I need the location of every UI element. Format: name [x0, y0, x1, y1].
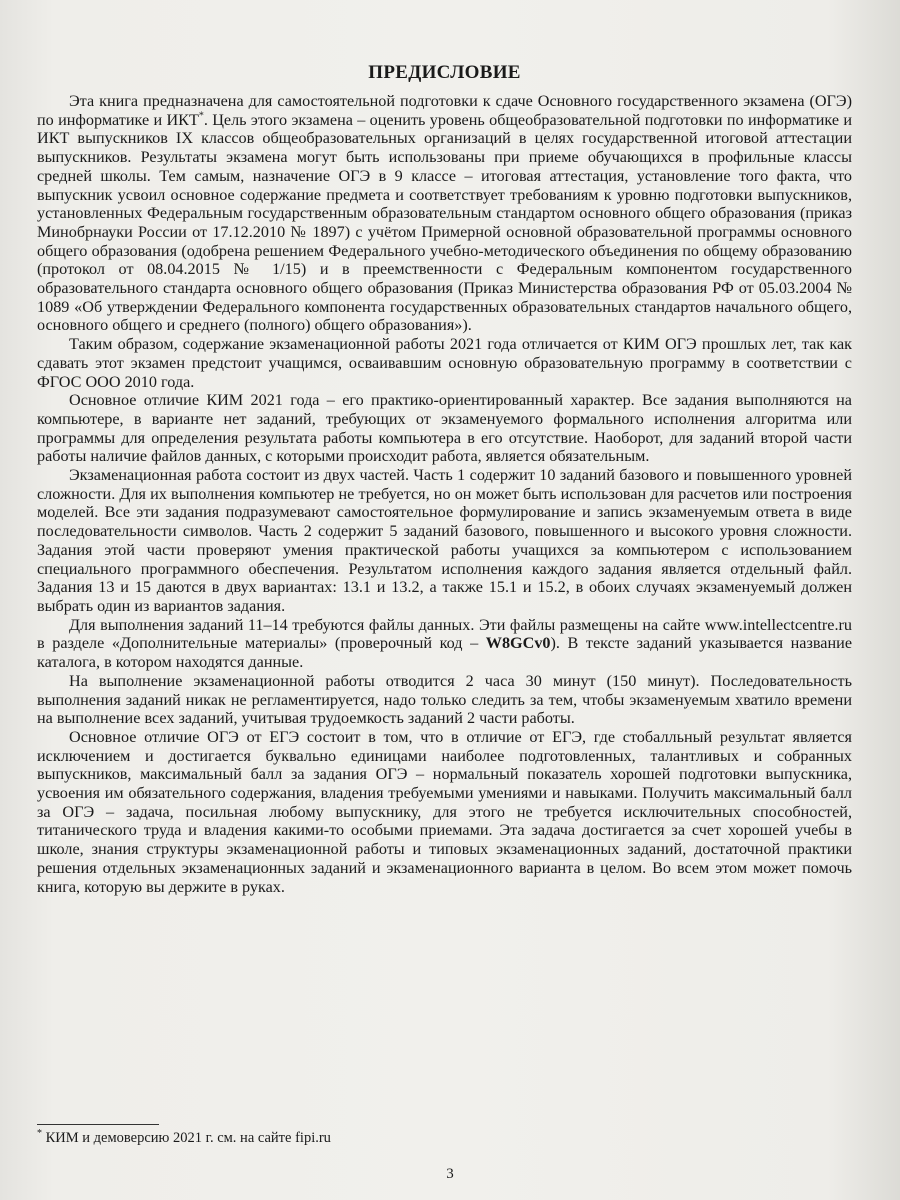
verification-code: W8GCv0 [485, 634, 551, 653]
footnote-divider [37, 1124, 159, 1125]
paragraph-6: На выполнение экзаменационной работы отводится 2 часа 30 минут (150 минут). Последовательность выполнения заданий никак не регламентируется, надо только следить за тем, чтобы экзаменуемым хватило времени на выполнение всех заданий, учитывая трудоемкость заданий 2 части работы. [37, 671, 852, 728]
footnote-mark: * [37, 1128, 42, 1140]
page-title: ПРЕДИСЛОВИЕ [368, 62, 521, 83]
paragraph-1-text-b: . Цель этого экзамена – оценить уровень общеобразовательной подготовки по информатике и ИКТ выпускников IX классов общеобразовательных организаций в целях государственной итоговой аттестации выпускников. Результаты экзамена могут быть использованы при приеме обучающихся в профильные классы средней школы. Тем самым, назначение ОГЭ в 9 классе – итоговая аттестация, установление того факта, что выпускник усвоил основное содержание предмета и соответствует требованиям к уровню подготовки выпускников, установленных Федеральным государственным образовательным стандартом основного общего образования (приказ Минобрнауки России от 17.12.2010 № 1897) с учётом Примерной основной образовательной программы основного общего образования (одобрена решением Федерального учебно-методического объединения по общему образованию (протокол от 08.04.2015 № 1/15) и в преемственности с Федеральным компонентом государственного образовательного стандарта основного общего образования (Приказ Министерства образования РФ от 05.03.2004 № 1089 «Об утверждении Федерального компонента государственных образовательных стандартов начального общего, основного общего и среднего (полного) общего образования»). [37, 110, 852, 335]
paragraph-5-text-b: ). В тексте заданий указывается название каталога, в котором находятся данные. [37, 634, 853, 672]
paragraph-7: Основное отличие ОГЭ от ЕГЭ состоит в том, что в отличие от ЕГЭ, где стобалльный результат является исключением и достигается буквально единицами наиболее подготовленных, талантливых и собранных выпускников, максимальный балл за задания ОГЭ – нормальный показатель хорошей подготовки выпускника, усвоения им обязательного содержания, владения требуемыми умениями и навыками. Получить максимальный балл за ОГЭ – задача, посильная любому выпускнику, для этого не требуется исключительных способностей, титанического труда и владения какими-то особыми приемами. Эта задача достигается за счет хорошей учебы в школе, знания структуры экзаменационной работы и типовых экзаменационных заданий, достаточной практики решения отдельных экзаменационных заданий и экзаменационного варианта в целом. Во всем этом может помочь книга, которую вы держите в руках. [37, 727, 852, 896]
paragraph-3: Основное отличие КИМ 2021 года – его практико-ориентированный характер. Все задания выполняются на компьютере, в варианте нет заданий, требующих от экзаменуемого формального исполнения алгоритма или программы для определения результата работы компьютера в его отсутствие. Наоборот, для заданий второй части работы наличие файлов данных, с которыми происходит работа, является обязательным. [37, 391, 852, 466]
paragraph-5-text-a: Для выполнения заданий 11–14 требуются файлы данных. Эти файлы размещены на сайте www.intellectcentre.ru в разделе «Дополнительные материалы» (проверочный код – [37, 615, 852, 653]
paragraph-2: Таким образом, содержание экзаменационной работы 2021 года отличается от КИМ ОГЭ прошлых лет, так как сдавать этот экзамен предстоит учащимся, осваивавшим основную образовательную программу в соответствии с ФГОС ООО 2010 года. [37, 335, 852, 391]
paragraph-1 [37, 92, 852, 335]
footnote-text: КИМ и демоверсию 2021 г. см. на сайте fipi.ru [42, 1130, 331, 1146]
page-number: 3 [446, 1166, 454, 1182]
preface-body [37, 62, 852, 896]
paragraph-1-text-a: Эта книга предназначена для самостоятельной подготовки к сдаче Основного государственного экзамена (ОГЭ) по информатике и ИКТ [37, 92, 852, 129]
paragraph-4: Экзаменационная работа состоит из двух частей. Часть 1 содержит 10 заданий базового и повышенного уровней сложности. Для их выполнения компьютер не требуется, но он может быть использован для расчетов или построения моделей. Все эти задания подразумевают самостоятельное формулирование и запись экзаменуемым ответа в виде последовательности символов. Часть 2 содержит 5 заданий базового, повышенного и высокого уровня сложности. Задания этой части проверяют умения практической работы учащихся за компьютером с использованием специального программного обеспечения. Результатом исполнения каждого задания является отдельный файл. Задания 13 и 15 даются в двух вариантах: 13.1 и 13.2, а также 15.1 и 15.2, в обоих случаях экзаменуемый должен выбрать один из вариантов задания. [37, 466, 852, 615]
footnote [37, 1129, 637, 1147]
footnote-reference: * [198, 110, 204, 122]
paragraph-5 [37, 616, 852, 672]
